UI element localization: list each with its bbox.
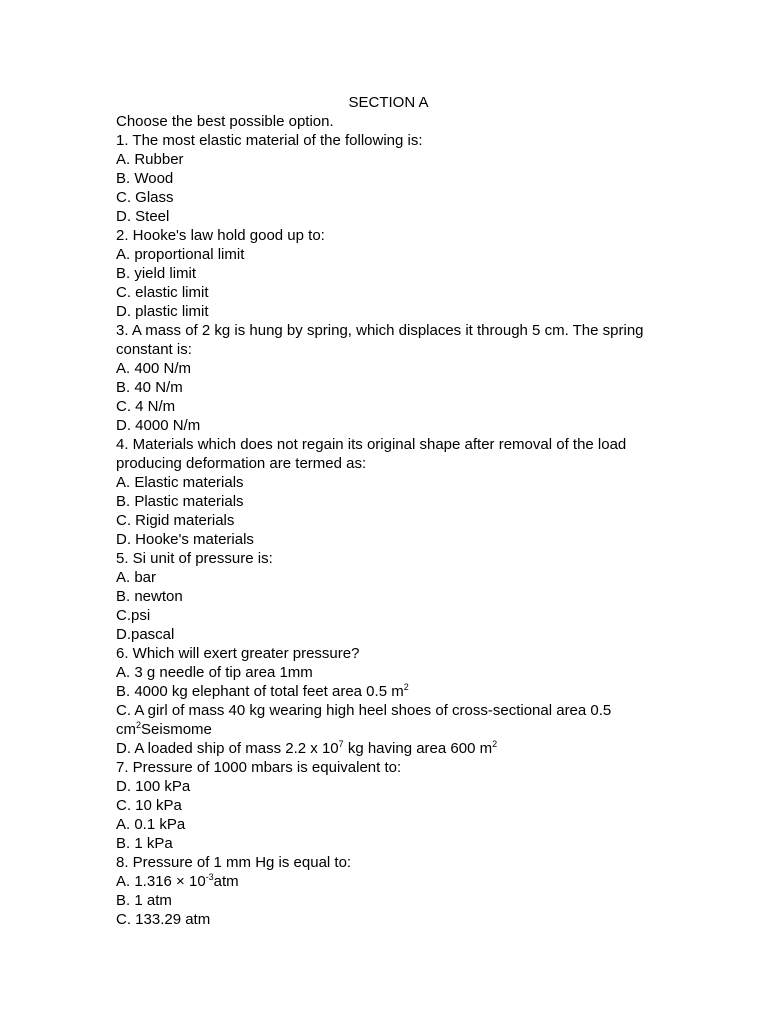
q3-option-d: D. 4000 N/m (116, 417, 201, 434)
q5-option-d: D.pascal (116, 626, 175, 643)
q6-option-c (116, 701, 661, 739)
q1-option-c: C. Glass (116, 189, 174, 206)
question-3: 3. A mass of 2 kg is hung by spring, which displaces it through 5 cm. The spring constant is: (116, 322, 644, 358)
q1-option-d: D. Steel (116, 208, 170, 225)
q6-option-d (116, 739, 661, 758)
question-5: 5. Si unit of pressure is: (116, 550, 273, 567)
q6-option-c-superscript: 2 (136, 720, 142, 730)
q6-option-a: A. 3 g needle of tip area 1mm (116, 664, 313, 681)
q5-option-c: C.psi (116, 607, 151, 624)
q8-option-a-text: A. 1.316 × 10 (116, 873, 206, 890)
q6-option-b (116, 682, 661, 701)
q1-option-a: A. Rubber (116, 151, 184, 168)
question-8: 8. Pressure of 1 mm Hg is equal to: (116, 854, 352, 871)
question-1: 1. The most elastic material of the following is: (116, 132, 423, 149)
q6-option-b-superscript: 2 (403, 682, 409, 692)
q8-option-b: B. 1 atm (116, 892, 172, 909)
q3-option-a: A. 400 N/m (116, 360, 192, 377)
question-6: 6. Which will exert greater pressure? (116, 645, 360, 662)
q2-option-a: A. proportional limit (116, 246, 245, 263)
q8-option-a (116, 872, 661, 891)
q6-option-d-superscript-2: 2 (492, 739, 498, 749)
q6-option-d-superscript-1: 7 (338, 739, 344, 749)
q6-option-d-text-2: kg having area 600 m (343, 740, 493, 757)
q5-option-b: B. newton (116, 588, 183, 605)
q4-option-d: D. Hooke's materials (116, 531, 254, 548)
q1-option-b: B. Wood (116, 170, 174, 187)
document-page (116, 93, 661, 929)
q2-option-c: C. elastic limit (116, 284, 209, 301)
question-7: 7. Pressure of 1000 mbars is equivalent to: (116, 759, 402, 776)
q7-option-3: A. 0.1 kPa (116, 816, 186, 833)
q7-option-2: C. 10 kPa (116, 797, 182, 814)
q7-option-1: D. 100 kPa (116, 778, 191, 795)
q4-option-b: B. Plastic materials (116, 493, 244, 510)
q6-option-c-tail: Seismome (141, 721, 212, 738)
q6-option-b-text: B. 4000 kg elephant of total feet area 0.5 m (116, 683, 404, 700)
q2-option-b: B. yield limit (116, 265, 197, 282)
q6-option-c-text: C. A girl of mass 40 kg wearing high heel shoes of cross-sectional area 0.5 cm (116, 702, 612, 738)
q3-option-c: C. 4 N/m (116, 398, 176, 415)
section-title: SECTION A (348, 94, 429, 111)
q8-option-c: C. 133.29 atm (116, 911, 211, 928)
instruction-text: Choose the best possible option. (116, 113, 334, 130)
q4-option-c: C. Rigid materials (116, 512, 235, 529)
q3-option-b: B. 40 N/m (116, 379, 183, 396)
q7-option-4: B. 1 kPa (116, 835, 173, 852)
q8-option-a-tail: atm (213, 873, 239, 890)
question-4: 4. Materials which does not regain its original shape after removal of the load producing deformation are termed as: (116, 436, 627, 472)
q8-option-a-superscript: -3 (205, 872, 214, 882)
q5-option-a: A. bar (116, 569, 157, 586)
question-2: 2. Hooke's law hold good up to: (116, 227, 325, 244)
q4-option-a: A. Elastic materials (116, 474, 244, 491)
q2-option-d: D. plastic limit (116, 303, 209, 320)
q6-option-d-text-1: D. A loaded ship of mass 2.2 x 10 (116, 740, 339, 757)
